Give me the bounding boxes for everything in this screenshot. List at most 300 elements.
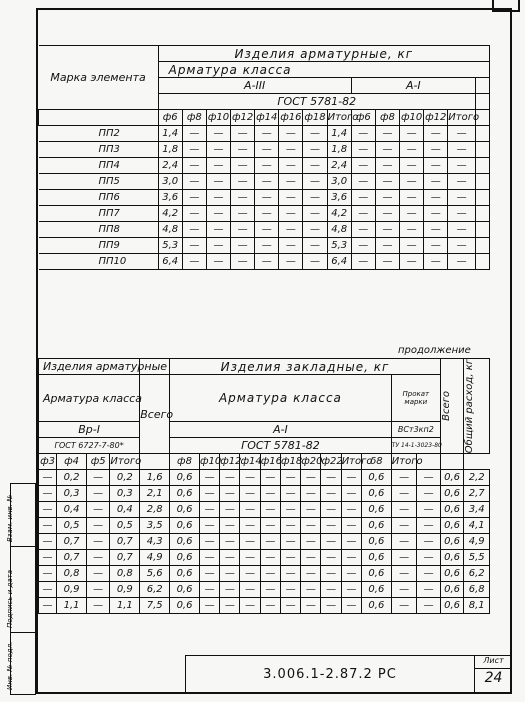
row-extra (475, 206, 489, 222)
col-a3-7: Итого (327, 110, 351, 126)
table-row (39, 518, 490, 534)
right-title: Изделия закладные, кг (170, 359, 441, 375)
dash-cell: — (279, 222, 303, 238)
table-row (39, 550, 490, 566)
dash-cell: — (375, 238, 399, 254)
row-mark: ПП4 (39, 158, 159, 174)
col-a1-4: Итого (448, 110, 476, 126)
dash-cell: — (351, 174, 375, 190)
dash-cell: — (39, 582, 57, 598)
value-cell: 0,8 (110, 566, 140, 582)
row-f6: 3,0 (158, 174, 182, 190)
dash-cell: — (391, 502, 417, 518)
dash-cell: — (86, 598, 109, 614)
right-class: А-I (170, 422, 392, 438)
dash-cell: — (321, 598, 341, 614)
right-gost: ГОСТ 5781-82 (170, 438, 392, 454)
dash-cell: — (255, 142, 279, 158)
row-extra (475, 142, 489, 158)
dash-cell: — (341, 582, 361, 598)
dash-cell: — (260, 582, 280, 598)
dash-cell: — (303, 238, 327, 254)
dash-cell: — (448, 158, 476, 174)
value-cell: 0,8 (57, 566, 87, 582)
row-mark: ПП3 (39, 142, 159, 158)
value-cell: 4,3 (140, 534, 170, 550)
dash-cell: — (255, 174, 279, 190)
dash-cell: — (182, 222, 206, 238)
value-cell: 0,4 (110, 502, 140, 518)
table-row (39, 126, 490, 142)
dash-cell: — (375, 142, 399, 158)
dash-cell: — (301, 518, 321, 534)
dash-cell: — (301, 566, 321, 582)
row-mark: ПП7 (39, 206, 159, 222)
table-row (39, 174, 490, 190)
dash-cell: — (303, 126, 327, 142)
table-row (39, 190, 490, 206)
sheet-label: Лист (475, 656, 512, 669)
right-armature: Арматура класса (170, 375, 392, 422)
dash-cell: — (231, 174, 255, 190)
dash-cell: — (280, 566, 300, 582)
dash-cell: — (391, 486, 417, 502)
dash-cell: — (206, 126, 230, 142)
mark-header: Марка элемента (39, 46, 159, 110)
dash-cell: — (280, 582, 300, 598)
table-row (39, 142, 490, 158)
row-extra (475, 254, 489, 270)
row-f6: 1,8 (158, 142, 182, 158)
value-cell: 5,6 (140, 566, 170, 582)
left-col-3: Итого (110, 454, 140, 470)
dash-cell: — (391, 582, 417, 598)
dash-cell: — (260, 486, 280, 502)
dash-cell: — (448, 126, 476, 142)
table-row (39, 206, 490, 222)
dash-cell: — (375, 206, 399, 222)
dash-cell: — (199, 598, 219, 614)
dash-cell: — (39, 534, 57, 550)
dash-cell: — (424, 142, 448, 158)
mark-col-blank (39, 110, 159, 126)
dash-cell: — (220, 582, 240, 598)
dash-cell: — (448, 174, 476, 190)
dash-cell: — (240, 534, 260, 550)
dash-cell: — (424, 254, 448, 270)
overall-col-blank (440, 454, 463, 470)
dash-cell: — (199, 518, 219, 534)
dash-cell: — (240, 550, 260, 566)
dash-cell: — (400, 142, 424, 158)
value-cell: 0,6 (361, 550, 391, 566)
dash-cell: — (279, 174, 303, 190)
dash-cell: — (86, 502, 109, 518)
continuation-label: продолжение (398, 345, 471, 356)
dash-cell: — (255, 158, 279, 174)
dash-cell: — (182, 190, 206, 206)
col-a1-3: ф12 (424, 110, 448, 126)
row-f6: 4,2 (158, 206, 182, 222)
value-cell: 0,6 (170, 502, 200, 518)
dash-cell: — (424, 222, 448, 238)
dash-cell: — (39, 486, 57, 502)
dash-cell: — (182, 174, 206, 190)
col-a1-2: ф10 (400, 110, 424, 126)
value-cell: 0,6 (361, 534, 391, 550)
value-cell: 1,1 (110, 598, 140, 614)
row-mark: ПП2 (39, 126, 159, 142)
value-cell: 0,6 (170, 598, 200, 614)
row-f6: 5,3 (158, 238, 182, 254)
dash-cell: — (231, 254, 255, 270)
dash-cell: — (240, 502, 260, 518)
value-cell: 0,5 (110, 518, 140, 534)
dash-cell: — (260, 534, 280, 550)
row-mark: ПП6 (39, 190, 159, 206)
dash-cell: — (86, 566, 109, 582)
value-cell: 3,5 (140, 518, 170, 534)
dash-cell: — (400, 206, 424, 222)
dash-cell: — (424, 126, 448, 142)
table1-title: Изделия арматурные, кг (158, 46, 489, 62)
dash-cell: — (279, 238, 303, 254)
dash-cell: — (400, 126, 424, 142)
table-row (39, 582, 490, 598)
dash-cell: — (341, 486, 361, 502)
vsego2-header: Всего (440, 391, 452, 422)
value-cell: 0,6 (440, 486, 463, 502)
value-cell: 0,6 (170, 534, 200, 550)
dash-cell: — (220, 518, 240, 534)
dash-cell: — (448, 190, 476, 206)
prokat-col-0: δ8 (361, 454, 391, 470)
dash-cell: — (341, 534, 361, 550)
value-cell: 0,5 (57, 518, 87, 534)
value-cell: 0,3 (110, 486, 140, 502)
dash-cell: — (206, 206, 230, 222)
value-cell: 4,9 (464, 534, 490, 550)
class-a1-label: А-I (351, 78, 475, 94)
col-a3-5: ф16 (279, 110, 303, 126)
value-cell: 7,5 (140, 598, 170, 614)
col-a3-2: ф10 (206, 110, 230, 126)
right-col-1: ф10 (199, 454, 219, 470)
dash-cell: — (220, 550, 240, 566)
dash-cell: — (279, 142, 303, 158)
right-col-3: ф14 (240, 454, 260, 470)
dash-cell: — (448, 254, 476, 270)
table-row (39, 238, 490, 254)
dash-cell: — (301, 598, 321, 614)
dash-cell: — (280, 598, 300, 614)
dash-cell: — (424, 158, 448, 174)
dash-cell: — (86, 518, 109, 534)
dash-cell: — (231, 190, 255, 206)
value-cell: 0,3 (57, 486, 87, 502)
col-a3-3: ф12 (231, 110, 255, 126)
col-a3-1: ф8 (182, 110, 206, 126)
dash-cell: — (280, 534, 300, 550)
dash-cell: — (39, 518, 57, 534)
dash-cell: — (280, 486, 300, 502)
row-mark: ПП10 (39, 254, 159, 270)
value-cell: 0,6 (361, 518, 391, 534)
dash-cell: — (206, 254, 230, 270)
dash-cell: — (231, 206, 255, 222)
dash-cell: — (448, 206, 476, 222)
value-cell: 0,4 (57, 502, 87, 518)
dash-cell: — (280, 470, 300, 486)
dash-cell: — (240, 486, 260, 502)
value-cell: 0,6 (170, 582, 200, 598)
dash-cell: — (280, 518, 300, 534)
row-extra (475, 158, 489, 174)
table-row (39, 470, 490, 486)
dash-cell: — (351, 158, 375, 174)
value-cell: 0,6 (361, 470, 391, 486)
dash-cell: — (199, 550, 219, 566)
value-cell: 0,6 (361, 486, 391, 502)
dash-cell: — (400, 174, 424, 190)
value-cell: 0,6 (440, 534, 463, 550)
dash-cell: — (240, 470, 260, 486)
dash-cell: — (303, 254, 327, 270)
dash-cell: — (321, 502, 341, 518)
value-cell: 1,6 (140, 470, 170, 486)
dash-cell: — (199, 582, 219, 598)
value-cell: 2,7 (464, 486, 490, 502)
dash-cell: — (351, 142, 375, 158)
table-row (39, 158, 490, 174)
dash-cell: — (424, 238, 448, 254)
value-cell: 0,6 (440, 502, 463, 518)
dash-cell: — (86, 534, 109, 550)
value-cell: 6,2 (464, 566, 490, 582)
dash-cell: — (375, 158, 399, 174)
dash-cell: — (321, 486, 341, 502)
table-row (39, 566, 490, 582)
row-extra (475, 190, 489, 206)
dash-cell: — (279, 254, 303, 270)
dash-cell: — (206, 174, 230, 190)
row-extra (475, 238, 489, 254)
value-cell: 6,8 (464, 582, 490, 598)
dash-cell: — (199, 502, 219, 518)
table-row (39, 598, 490, 614)
dash-cell: — (182, 254, 206, 270)
dash-cell: — (279, 126, 303, 142)
dash-cell: — (424, 190, 448, 206)
dash-cell: — (220, 470, 240, 486)
dash-cell: — (303, 142, 327, 158)
value-cell: 0,6 (440, 518, 463, 534)
dash-cell: — (400, 254, 424, 270)
dash-cell: — (321, 566, 341, 582)
dash-cell: — (39, 502, 57, 518)
table-row (39, 254, 490, 270)
title-stamp (185, 655, 511, 694)
value-cell: 0,6 (361, 598, 391, 614)
right-col-7: ф22 (321, 454, 341, 470)
dash-cell: — (231, 142, 255, 158)
dash-cell: — (400, 158, 424, 174)
value-cell: 2,8 (140, 502, 170, 518)
dash-cell: — (301, 534, 321, 550)
dash-cell: — (417, 566, 441, 582)
dash-cell: — (424, 206, 448, 222)
dash-cell: — (39, 550, 57, 566)
dash-cell: — (375, 190, 399, 206)
row-extra (475, 174, 489, 190)
col-a1-0: ф6 (351, 110, 375, 126)
dash-cell: — (417, 550, 441, 566)
table-row (39, 534, 490, 550)
row-total-a3: 4,8 (327, 222, 351, 238)
dash-cell: — (240, 566, 260, 582)
dash-cell: — (280, 550, 300, 566)
dash-cell: — (255, 126, 279, 142)
dash-cell: — (303, 158, 327, 174)
total-header: Общий расход, кг (464, 359, 476, 454)
value-cell: 0,6 (361, 502, 391, 518)
row-mark: ПП8 (39, 222, 159, 238)
dash-cell: — (303, 190, 327, 206)
dash-cell: — (391, 470, 417, 486)
dash-cell: — (199, 534, 219, 550)
dash-cell: — (417, 598, 441, 614)
row-f6: 3,6 (158, 190, 182, 206)
row-total-a3: 2,4 (327, 158, 351, 174)
dash-cell: — (321, 582, 341, 598)
dash-cell: — (391, 566, 417, 582)
dash-cell: — (231, 222, 255, 238)
class-a3-label: А-III (158, 78, 351, 94)
value-cell: 4,9 (140, 550, 170, 566)
dash-cell: — (39, 566, 57, 582)
left-col-1: ф4 (57, 454, 87, 470)
dash-cell: — (255, 238, 279, 254)
right-col-6: ф20 (301, 454, 321, 470)
dash-cell: — (351, 238, 375, 254)
value-cell: 0,6 (440, 470, 463, 486)
dash-cell: — (206, 158, 230, 174)
table-armature-products (38, 45, 490, 270)
dash-cell: — (341, 518, 361, 534)
dash-cell: — (448, 222, 476, 238)
dash-cell: — (231, 238, 255, 254)
dash-cell: — (231, 126, 255, 142)
right-col-2: ф12 (220, 454, 240, 470)
right-col-5: ф18 (280, 454, 300, 470)
table-row (39, 222, 490, 238)
dash-cell: — (220, 486, 240, 502)
value-cell: 3,4 (464, 502, 490, 518)
row-total-a3: 5,3 (327, 238, 351, 254)
dash-cell: — (301, 502, 321, 518)
dash-cell: — (255, 190, 279, 206)
prokat-col-1: Итого (391, 454, 417, 470)
dash-cell: — (220, 598, 240, 614)
dash-cell: — (39, 470, 57, 486)
dash-cell: — (321, 518, 341, 534)
sidebar-cell-replaced: Взам. инв. № (6, 494, 14, 542)
sheet-number: 24 (484, 670, 503, 686)
dash-cell: — (424, 174, 448, 190)
left-gost: ГОСТ 6727-7-80* (39, 438, 140, 454)
dash-cell: — (260, 470, 280, 486)
dash-cell: — (341, 470, 361, 486)
dash-cell: — (199, 566, 219, 582)
armature-class-header: Арматура класса (158, 62, 489, 78)
dash-cell: — (375, 126, 399, 142)
dash-cell: — (321, 534, 341, 550)
vsego-col-blank (140, 454, 170, 470)
dash-cell: — (417, 534, 441, 550)
left-col-2: ф5 (86, 454, 109, 470)
dash-cell: — (417, 502, 441, 518)
table-row (39, 486, 490, 502)
dash-cell: — (279, 190, 303, 206)
dash-cell: — (341, 502, 361, 518)
dash-cell: — (220, 502, 240, 518)
prokat-steel: ВСт3кп2 (391, 422, 440, 438)
dash-cell: — (280, 502, 300, 518)
value-cell: 0,6 (440, 598, 463, 614)
sheet-box (474, 656, 512, 694)
dash-cell: — (260, 518, 280, 534)
dash-cell: — (86, 470, 109, 486)
left-armature: Арматура класса (39, 375, 140, 422)
row-total-a3: 3,6 (327, 190, 351, 206)
value-cell: 6,2 (140, 582, 170, 598)
dash-cell: — (351, 126, 375, 142)
dash-cell: — (321, 550, 341, 566)
value-cell: 5,5 (464, 550, 490, 566)
dash-cell: — (417, 518, 441, 534)
dash-cell: — (260, 566, 280, 582)
dash-cell: — (255, 222, 279, 238)
dash-cell: — (260, 598, 280, 614)
dash-cell: — (182, 126, 206, 142)
dash-cell: — (182, 142, 206, 158)
dash-cell: — (231, 158, 255, 174)
table-row (39, 502, 490, 518)
right-col-0: ф8 (170, 454, 200, 470)
value-cell: 1,1 (57, 598, 87, 614)
dash-cell: — (391, 550, 417, 566)
col-a1-1: ф8 (375, 110, 399, 126)
dash-cell: — (341, 598, 361, 614)
dash-cell: — (220, 534, 240, 550)
gost-label: ГОСТ 5781-82 (158, 94, 475, 110)
dash-cell: — (182, 158, 206, 174)
sidebar-cell-inventory: Инв. № подл. (6, 641, 14, 690)
dash-cell: — (182, 238, 206, 254)
value-cell: 0,7 (110, 534, 140, 550)
dash-cell: — (391, 518, 417, 534)
dash-cell: — (240, 518, 260, 534)
page-corner-box (492, 0, 520, 12)
left-class: Вр-I (39, 422, 140, 438)
col-a3-4: ф14 (255, 110, 279, 126)
row-f6: 4,8 (158, 222, 182, 238)
table-embedded-products (38, 358, 490, 614)
dash-cell: — (321, 470, 341, 486)
value-cell: 0,6 (170, 486, 200, 502)
dash-cell: — (206, 238, 230, 254)
dash-cell: — (86, 550, 109, 566)
